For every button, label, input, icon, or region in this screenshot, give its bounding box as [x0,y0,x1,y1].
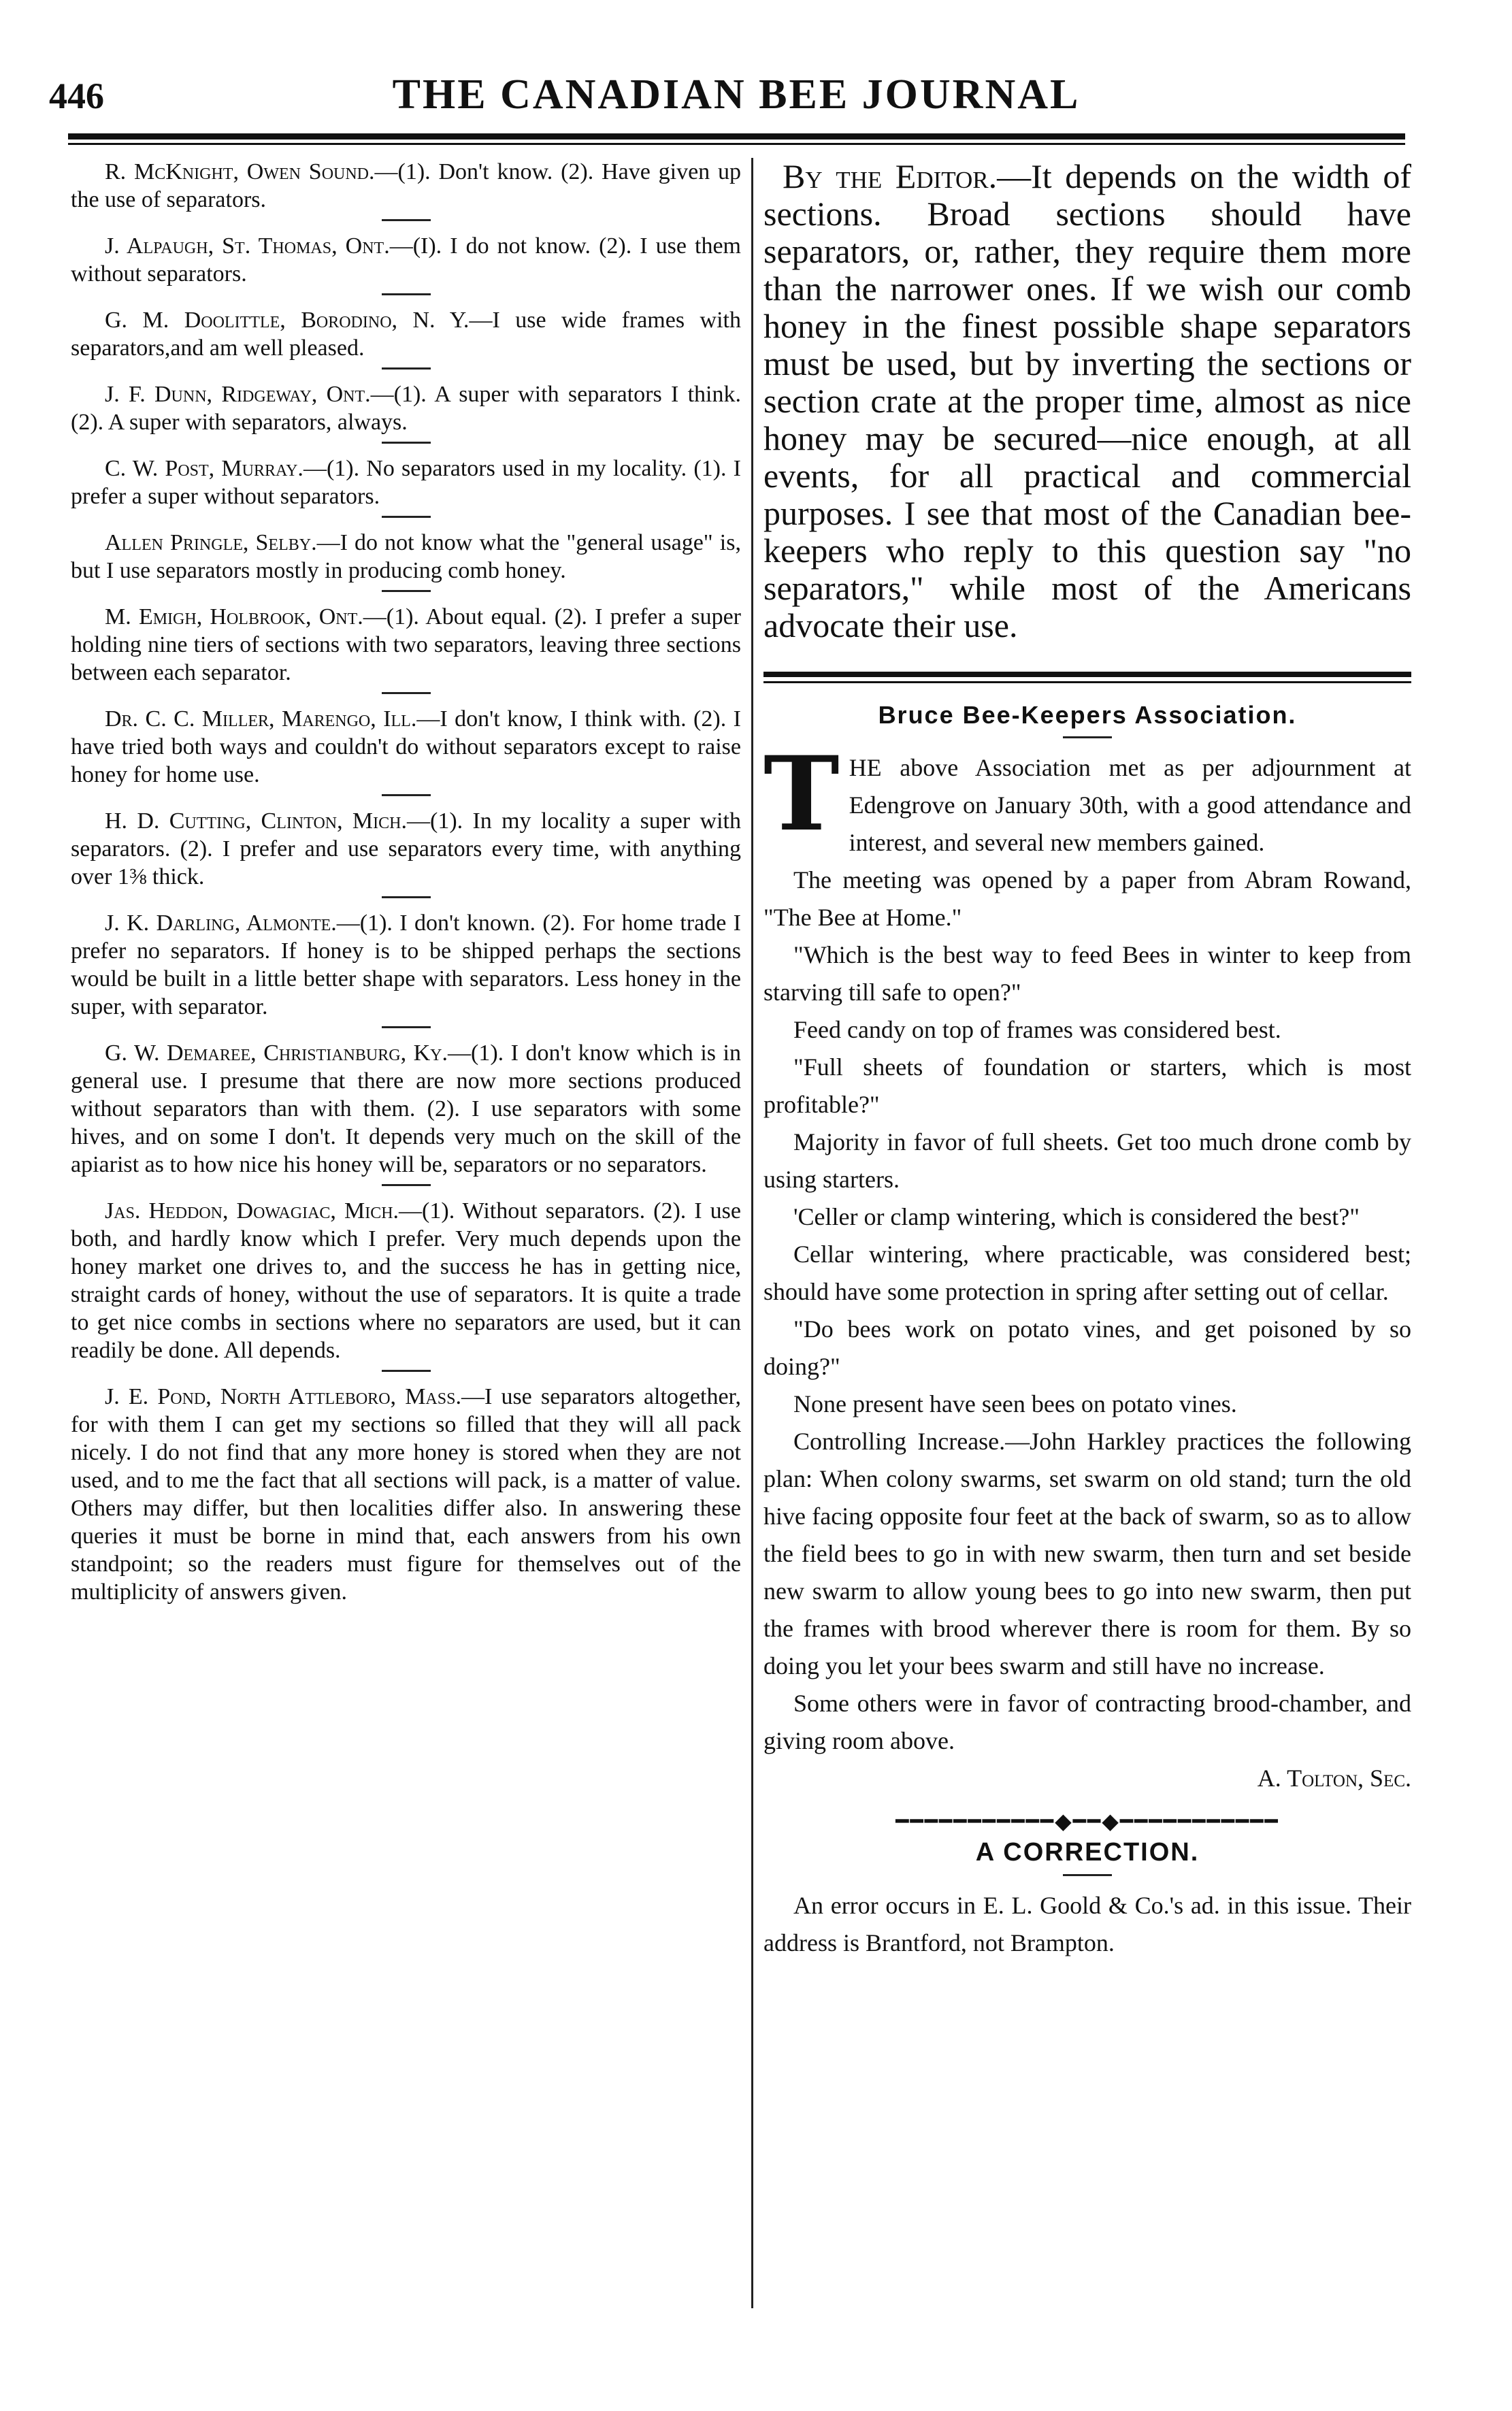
header-rule-thin [68,143,1405,145]
answer-entry [71,380,741,436]
bruce-association-report [763,734,1411,1797]
answer-entry [71,1197,741,1364]
report-paragraph: Feed candy on top of frames was considered best. [793,1016,1281,1043]
answer-text: —(1). Don't know. (2). Have given up the use of separators. [71,159,741,212]
respondent-name: J. F. Dunn, Ridgeway, Ont. [105,382,371,407]
right-column [763,158,1411,1962]
answer-entry [71,232,741,288]
respondent-name: C. W. Post, Murray. [105,456,303,481]
report-paragraph: "Which is the best way to feed Bees in winter to keep from starving till safe to open?" [763,941,1411,1006]
respondent-name: H. D. Cutting, Clinton, Mich. [105,808,407,834]
answer-entry [71,807,741,891]
answer-text: —(1). No separators used in my locality. (1). I prefer a super without separators. [71,456,741,509]
entry-separator [382,1184,431,1186]
report-paragraph: Controlling Increase.—John Harkley practices the following plan: When colony swarms, set swarm on old stand; turn the old hive facing opposite four feet at the back of swarm, so as to allow the field bees to go in with new swarm, then turn and set beside new swarm to allow young bees to go into new swarm, then put the frames with brood wherever there is room for them. By so doing you let your bees swarm and still have no increase. [763,1428,1411,1679]
entry-separator [382,590,431,592]
entry-separator [382,293,431,295]
answer-text: —(1). Without separators. (2). I use both, and hardly know which I prefer. Very much depends upon the honey market one drives to, and the success he has in getting nice, straight cards of honey, without the use of separators. It is quite a trade to get nice combs in sections where no separators are used, but it can readily be done. All depends. [71,1198,741,1363]
entry-separator [382,1370,431,1372]
section-rule-thin [763,681,1411,683]
answer-entry [71,1039,741,1179]
editor-note-lead: By the Editor. [783,158,998,195]
bruce-association-title: Bruce Bee-Keepers Association. [878,701,1297,729]
answer-text: —I do not know what the "general usage" is, but I use separators mostly in producing comb honey. [71,530,741,583]
answer-text: —(1). I don't know which is in general use. I presume that there are now more sections produced without separators than with them. (2). I use separators with some hives, and on some I don't. It depends very much on the skill of the apiarist as to how nice his honey will be, separators or no separators. [71,1040,741,1177]
answer-text: —(1). In my locality a super with separators. (2). I prefer and use separators every time, with anything over 1⅜ thick. [71,808,741,889]
respondent-name: G. M. Doolittle, Borodino, N. Y. [105,308,470,333]
entry-separator [382,219,431,221]
report-paragraph: 'Celler or clamp wintering, which is considered the best?" [793,1203,1360,1230]
correction-text: An error occurs in E. L. Goold & Co.'s ad. in this issue. Their address is Brantford, not Brampton. [763,1892,1411,1956]
editor-note [763,158,1411,644]
respondent-name: Jas. Heddon, Dowagiac, Mich. [105,1198,399,1224]
answer-text: —(1). About equal. (2). I prefer a super holding nine tiers of sections with two separators, leaving three sections between each separator. [71,604,741,685]
answer-text: —(I). I do not know. (2). I use them without separators. [71,233,741,286]
left-column [71,158,741,1606]
report-paragraphs [763,734,1411,1760]
respondent-name: J. Alpaugh, St. Thomas, Ont. [105,233,390,259]
report-paragraph: Majority in favor of full sheets. Get too much drone comb by using starters. [763,1128,1411,1193]
answer-entry [71,158,741,214]
respondent-name: R. McKnight, Owen Sound. [105,159,375,184]
answer-entry [71,455,741,510]
entry-separator [382,794,431,796]
entry-separator [382,516,431,518]
column-divider [751,158,753,2308]
report-signature: A. Tolton, Sec. [1257,1765,1411,1792]
report-paragraph: The meeting was opened by a paper from Abram Rowand, "The Bee at Home." [763,866,1411,931]
respondent-name: Allen Pringle, Selby. [105,530,317,555]
respondent-name: J. K. Darling, Almonte. [105,911,337,936]
answer-text: —I don't know, I think with. (2). I have tried both ways and couldn't do without separators except to raise honey for home use. [71,706,741,787]
entry-separator [382,1026,431,1028]
entry-separator [382,896,431,898]
section-rule [763,672,1411,677]
ornamental-rule: ━━━━━━━━━━━◆━━◆━━━━━━━━━━━ [895,1809,1279,1833]
report-paragraph: "Full sheets of foundation or starters, which is most profitable?" [763,1053,1411,1118]
report-paragraph: THE above Association met as per adjournment at Edengrove on January 30th, with a good attendance and interest, and several new members gained. [763,734,1411,856]
correction-title: A CORRECTION. [975,1838,1200,1867]
report-paragraph: "Do bees work on potato vines, and get poisoned by so doing?" [763,1315,1411,1380]
journal-title: THE CANADIAN BEE JOURNAL [392,71,1081,118]
answer-entry [71,1383,741,1606]
answer-text: —I use wide frames with separators,and am well pleased. [71,308,741,361]
answer-text: —(1). I don't known. (2). For home trade I prefer no separators. If honey is to be shipped perhaps the sections would be built in a little better shape with separators. Less honey in the super, with separator. [71,911,741,1019]
entry-separator [382,692,431,694]
header-rule [68,133,1405,140]
answer-entry [71,603,741,687]
entry-separator [382,442,431,444]
query-answers [71,158,741,1606]
page-header [49,61,1424,129]
answer-entry [71,909,741,1021]
correction-separator [1063,1874,1112,1876]
respondent-name: J. E. Pond, North Attleboro, Mass. [105,1384,461,1409]
answer-entry [71,306,741,362]
report-paragraph: Some others were in favor of contracting brood-chamber, and giving room above. [763,1690,1411,1754]
answer-text: —(1). A super with separators I think. (2). A super with separators, always. [71,382,741,435]
respondent-name: M. Emigh, Holbrook, Ont. [105,604,363,629]
report-paragraph: Cellar wintering, where practicable, was considered best; should have some protection in spring after setting out of cellar. [763,1241,1411,1305]
answer-text: —I use separators altogether, for with them I can get my sections so filled that they will all pack nicely. I do not find that any more honey is stored when they are not used, and to me the fact that all sections will pack, is a matter of value. Others may differ, but then localities differ also. In answering these queries it must be borne in mind that, each answers from his own standpoint; so the readers must figure for themselves out of the multiplicity of answers given. [71,1384,741,1605]
editor-note-text: —It depends on the width of sections. Broad sections should have separators, or, rather, they require them more than the narrower ones. If we wish our comb honey in the finest possible shape separators must be used, but by inverting the sections or section crate at the proper time, almost as nice honey may be secured—nice enough, at all events, for all practical and commercial purposes. I see that most of the Canadian bee-keepers who reply to this question say "no separators," while most of the Americans advocate their use. [763,158,1411,644]
page-number: 446 [49,76,104,116]
answer-entry [71,705,741,789]
drop-cap: T [763,734,840,854]
respondent-name: Dr. C. C. Miller, Marengo, Ill. [105,706,417,732]
title-separator [1063,736,1112,738]
report-paragraph: None present have seen bees on potato vines. [793,1390,1237,1417]
answer-entry [71,529,741,585]
entry-separator [382,367,431,370]
respondent-name: G. W. Demaree, Christianburg, Ky. [105,1040,448,1066]
correction-body [763,1887,1411,1962]
